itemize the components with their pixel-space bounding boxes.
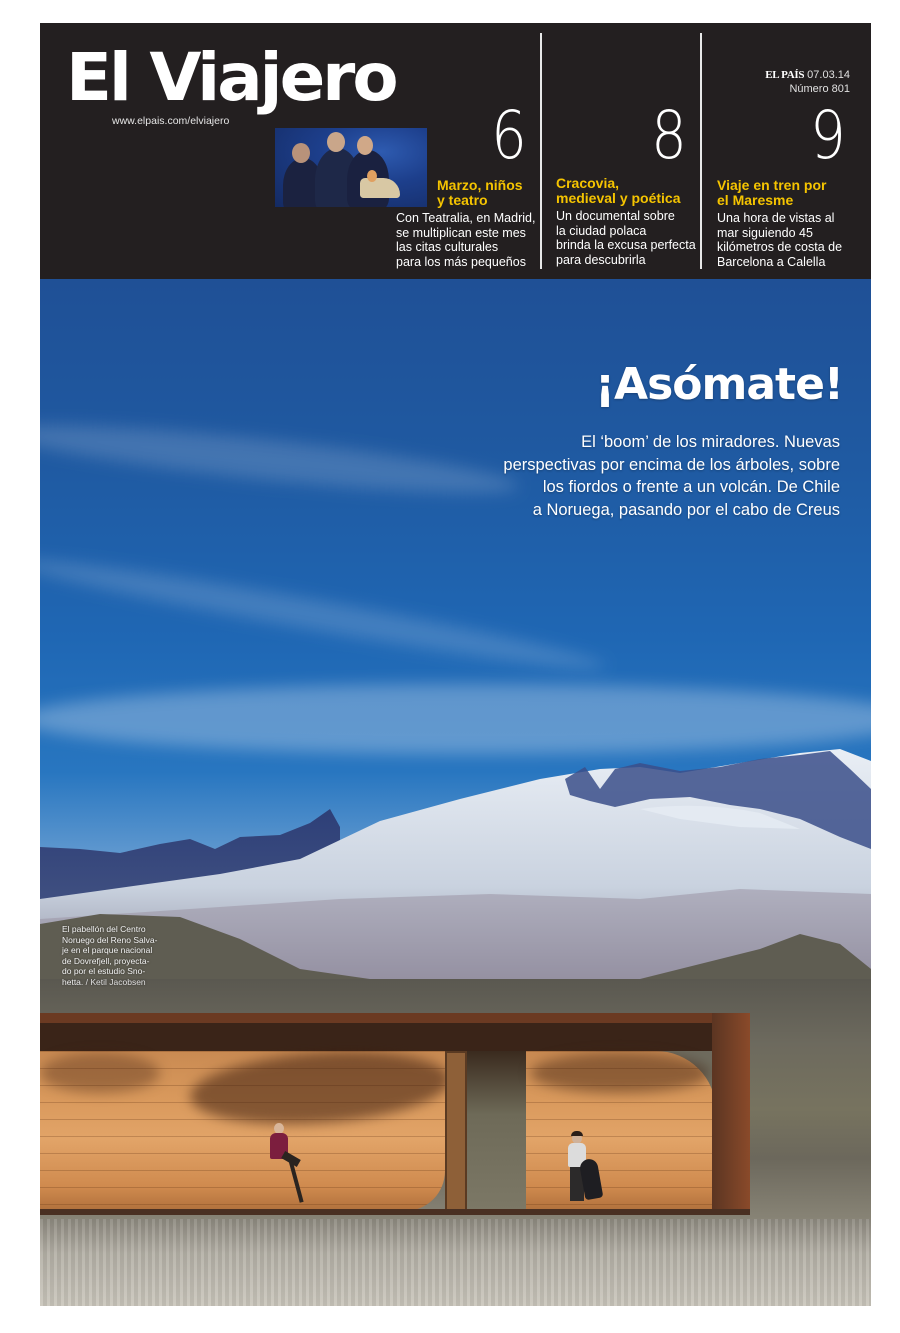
column-divider <box>700 33 702 269</box>
hero-standfirst: El ‘boom’ de los miradores. Nuevas perspectivas por encima de los árboles, sobre los fiordos o frente a un volcán. De Chile a Noruega, pasando por el cabo de Creus <box>503 433 840 519</box>
masthead <box>40 23 871 279</box>
teaser-summary: Con Teatralia, en Madrid, se multiplican este mes las citas culturales para los más pequeños <box>396 211 536 269</box>
hero-headline[interactable]: ¡Asómate! <box>594 359 843 410</box>
hero-photo[interactable] <box>40 279 871 1306</box>
teaser-page-number: 8 <box>651 97 687 174</box>
teaser-summary: Un documental sobre la ciudad polaca brinda la excusa perfecta para descubrirla <box>556 209 696 267</box>
newspaper-section-cover <box>40 23 871 1306</box>
tverrfjellhytta-pavilion <box>40 1013 750 1213</box>
photo-credit: / Ketil Jacobsen <box>83 976 146 987</box>
section-url[interactable]: www.elpais.com/elviajero <box>112 115 230 127</box>
column-divider <box>540 33 542 269</box>
cloud <box>40 412 521 506</box>
edition-info <box>765 68 850 96</box>
cloud <box>40 547 608 681</box>
photo-caption: El pabellón del Centro Noruego del Reno Salva- je en el parque nacional de Dovrefjell, proyecta- do por el estudio Sno- hetta. / Ketil Jacobsen <box>62 924 158 987</box>
teaser-photo-puppeteers[interactable] <box>275 128 427 207</box>
teaser-page-number: 9 <box>810 97 846 174</box>
teaser-headline[interactable]: Cracovia, medieval y poética <box>556 175 681 206</box>
publisher-logo: EL PAÍS <box>765 69 805 81</box>
teaser-page-number: 6 <box>491 97 527 174</box>
cloud <box>40 684 871 754</box>
teaser-headline[interactable]: Marzo, niños y teatro <box>437 177 523 208</box>
section-title: El Viajero <box>66 39 396 116</box>
teaser-headline[interactable]: Viaje en tren por el Maresme <box>717 177 827 208</box>
gravel-foreground <box>40 1219 871 1306</box>
teaser-summary: Una hora de vistas al mar siguiendo 45 kilómetros de costa de Barcelona a Calella <box>717 211 843 269</box>
issue-number: Número 801 <box>789 83 850 95</box>
issue-date: 07.03.14 <box>807 69 850 81</box>
